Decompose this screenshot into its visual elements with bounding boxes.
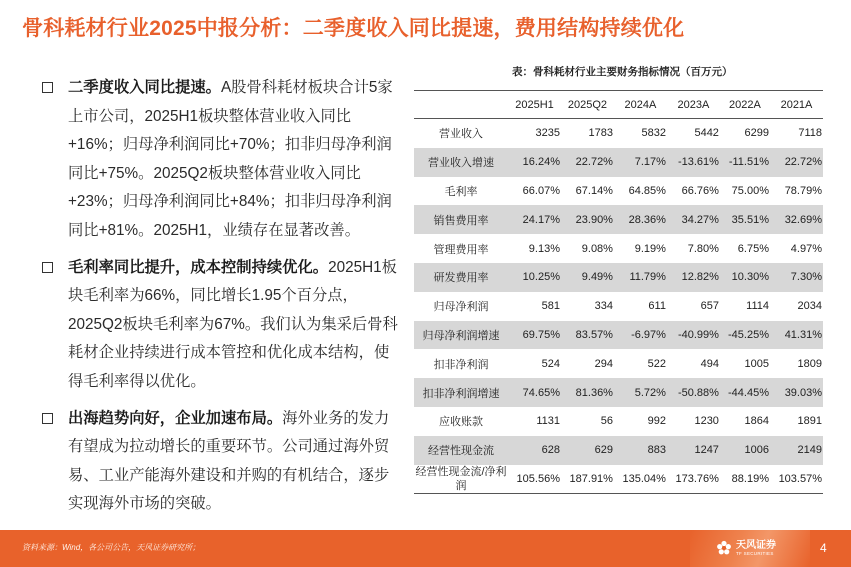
table-row [414,378,823,407]
column-header: 2025Q2 [561,91,614,119]
table-cell: 524 [541,357,560,370]
row-label: 经营性现金流 [414,436,508,465]
table-cell: 5832 [641,127,666,140]
table-row [414,407,823,436]
row-label: 经营性现金流/净利润 [415,465,507,492]
table-cell: 81.36% [561,378,614,407]
table-row [414,263,823,292]
table-cell: 9.49% [561,263,614,292]
row-label: 归母净利润增速 [414,321,508,350]
table-row [414,292,823,321]
table-cell: 103.57% [770,465,823,494]
table-cell: 83.57% [561,321,614,350]
table-cell: 34.27% [667,205,720,234]
table-cell: 78.79% [784,184,822,197]
table-cell: 135.04% [614,465,667,494]
column-header: 2021A [770,91,823,119]
table-cell: 1131 [536,415,560,428]
table-cell: 1809 [797,357,822,370]
table-cell: 1783 [588,127,613,140]
table-cell: 7118 [798,127,822,140]
table-cell: 12.82% [667,263,720,292]
table-cell: 64.85% [628,184,666,197]
bullet-item [38,74,398,246]
table-cell: 88.19% [720,465,770,494]
table-cell: 1114 [746,300,769,313]
table-cell: 494 [700,357,719,370]
table-cell: 56 [600,415,613,428]
table-row [414,119,823,148]
table-cell: 1005 [744,357,769,370]
logo-name: 天风证券 [736,539,776,551]
column-header: 2023A [667,91,720,119]
table-cell: 28.36% [614,205,667,234]
company-logo [716,537,776,559]
row-label: 应收账款 [439,416,483,429]
row-label: 营业收入 [439,128,483,141]
flower-logo-icon [716,540,732,556]
table-cell: 334 [594,300,613,313]
table-cell: -45.25% [720,321,770,350]
table-cell: -40.99% [667,321,720,350]
table-cell: 11.79% [614,263,667,292]
bullet-list [38,74,398,527]
table-cell: 39.03% [770,378,823,407]
table-header-row [414,91,823,119]
row-label: 销售费用率 [414,205,508,234]
table-cell: 6299 [744,127,769,140]
table-cell: 10.25% [508,263,561,292]
square-bullet-icon [42,413,53,424]
table-cell: 10.30% [720,263,770,292]
column-header [414,91,508,119]
table-cell: 1891 [797,415,822,428]
table-cell: 67.14% [575,184,613,197]
column-header: 2022A [720,91,770,119]
table-cell: 5442 [694,127,719,140]
table-cell: 294 [594,357,613,370]
table-cell: 7.30% [770,263,823,292]
bullet-text: A股骨科耗材板块合计5家上市公司，2025H1板块整体营业收入同比+16%；归母净利润同比+70%；扣非归母净利润同比+75%。2025Q2板块整体营业收入同比+23%；归母净利润同比+84%；扣非归母净利润同比+81%。2025H1，业绩存在显著改善。 [68,79,393,239]
column-header: 2025H1 [508,91,561,119]
row-label: 管理费用率 [433,243,489,256]
table-cell: -11.51% [720,148,770,177]
table-cell: 9.19% [634,242,666,255]
row-label: 毛利率 [444,185,478,198]
table-cell: 628 [508,436,561,465]
table-cell: 1247 [667,436,720,465]
table-cell: 41.31% [770,321,823,350]
table-row [414,436,823,465]
table-cell: 9.13% [528,242,560,255]
table-row [414,205,823,234]
row-label: 归母净利润 [433,301,489,314]
bullet-heading: 毛利率同比提升，成本控制持续优化。 [68,258,329,276]
table-cell: 1230 [694,415,719,428]
table-cell: -6.97% [614,321,667,350]
bullet-text: 海外业务的发力有望成为拉动增长的重要环节。公司通过海外贸易、工业产能海外建设和并购的有机结合，逐步实现海外市场的突破。 [68,409,390,513]
table-cell: 522 [647,357,666,370]
table-cell: 66.07% [522,184,560,197]
table-cell: 24.17% [508,205,561,234]
table-cell: 611 [648,300,666,313]
financial-table [414,90,823,494]
table-cell: 75.00% [731,184,769,197]
table-cell: 1006 [720,436,770,465]
page-number: 4 [820,541,827,555]
table-cell: 7.80% [687,242,719,255]
bullet-heading: 二季度收入同比提速。 [68,79,221,96]
table-cell: 22.72% [770,148,823,177]
table-cell: 23.90% [561,205,614,234]
table-cell: 22.72% [561,148,614,177]
page-title: 骨科耗材行业2025中报分析：二季度收入同比提速，费用结构持续优化 [22,17,685,40]
table-caption: 表：骨科耗材行业主要财务指标情况（百万元） [512,66,733,78]
table-cell: -44.45% [720,378,770,407]
table-cell: 16.24% [508,148,561,177]
table-cell: 5.72% [614,378,667,407]
table-cell: 66.76% [681,184,719,197]
logo-name-en: TF SECURITIES [736,550,774,556]
table-cell: 3235 [535,127,560,140]
table-cell: 35.51% [720,205,770,234]
table-cell: 2149 [770,436,823,465]
table-row [414,148,823,177]
table-cell: 2034 [797,300,822,313]
column-header: 2024A [614,91,667,119]
table-cell: 74.65% [508,378,561,407]
table-cell: 9.08% [581,242,613,255]
table-cell: 69.75% [508,321,561,350]
table-row [414,321,823,350]
table-cell: -50.88% [667,378,720,407]
table-cell: 32.69% [770,205,823,234]
square-bullet-icon [42,82,53,93]
row-label: 扣非净利润增速 [414,378,508,407]
bullet-item [38,254,398,397]
table-cell: 1864 [744,415,769,428]
table-cell: 992 [647,415,666,428]
bullet-heading: 出海趋势向好，企业加速布局。 [68,409,283,427]
table-cell: 6.75% [737,242,769,255]
table-cell: 187.91% [561,465,614,494]
row-label: 研发费用率 [414,263,508,292]
table-cell: 7.17% [614,148,667,177]
square-bullet-icon [42,262,53,273]
table-row [414,349,823,378]
table-cell: 883 [614,436,667,465]
table-cell: 105.56% [508,465,561,494]
table-cell: 657 [700,300,719,313]
row-label: 营业收入增速 [414,148,508,177]
table-cell: 173.76% [667,465,720,494]
table-cell: -13.61% [667,148,720,177]
table-cell: 4.97% [790,242,822,255]
table-cell: 629 [561,436,614,465]
table-row [414,234,823,263]
row-label: 扣非净利润 [433,358,489,371]
bullet-item [38,405,398,519]
table-row [414,465,823,494]
bullet-text: 2025H1板块毛利率为66%，同比增长1.95个百分点，2025Q2板块毛利率为67%。我们认为集采后骨科耗材企业持续进行成本管控和优化成本结构，使得毛利率得以优化。 [68,258,398,390]
table-cell: 581 [541,300,560,313]
source-note: 资料来源：Wind，各公司公告，天风证券研究所； [22,543,201,552]
table-row [414,177,823,206]
